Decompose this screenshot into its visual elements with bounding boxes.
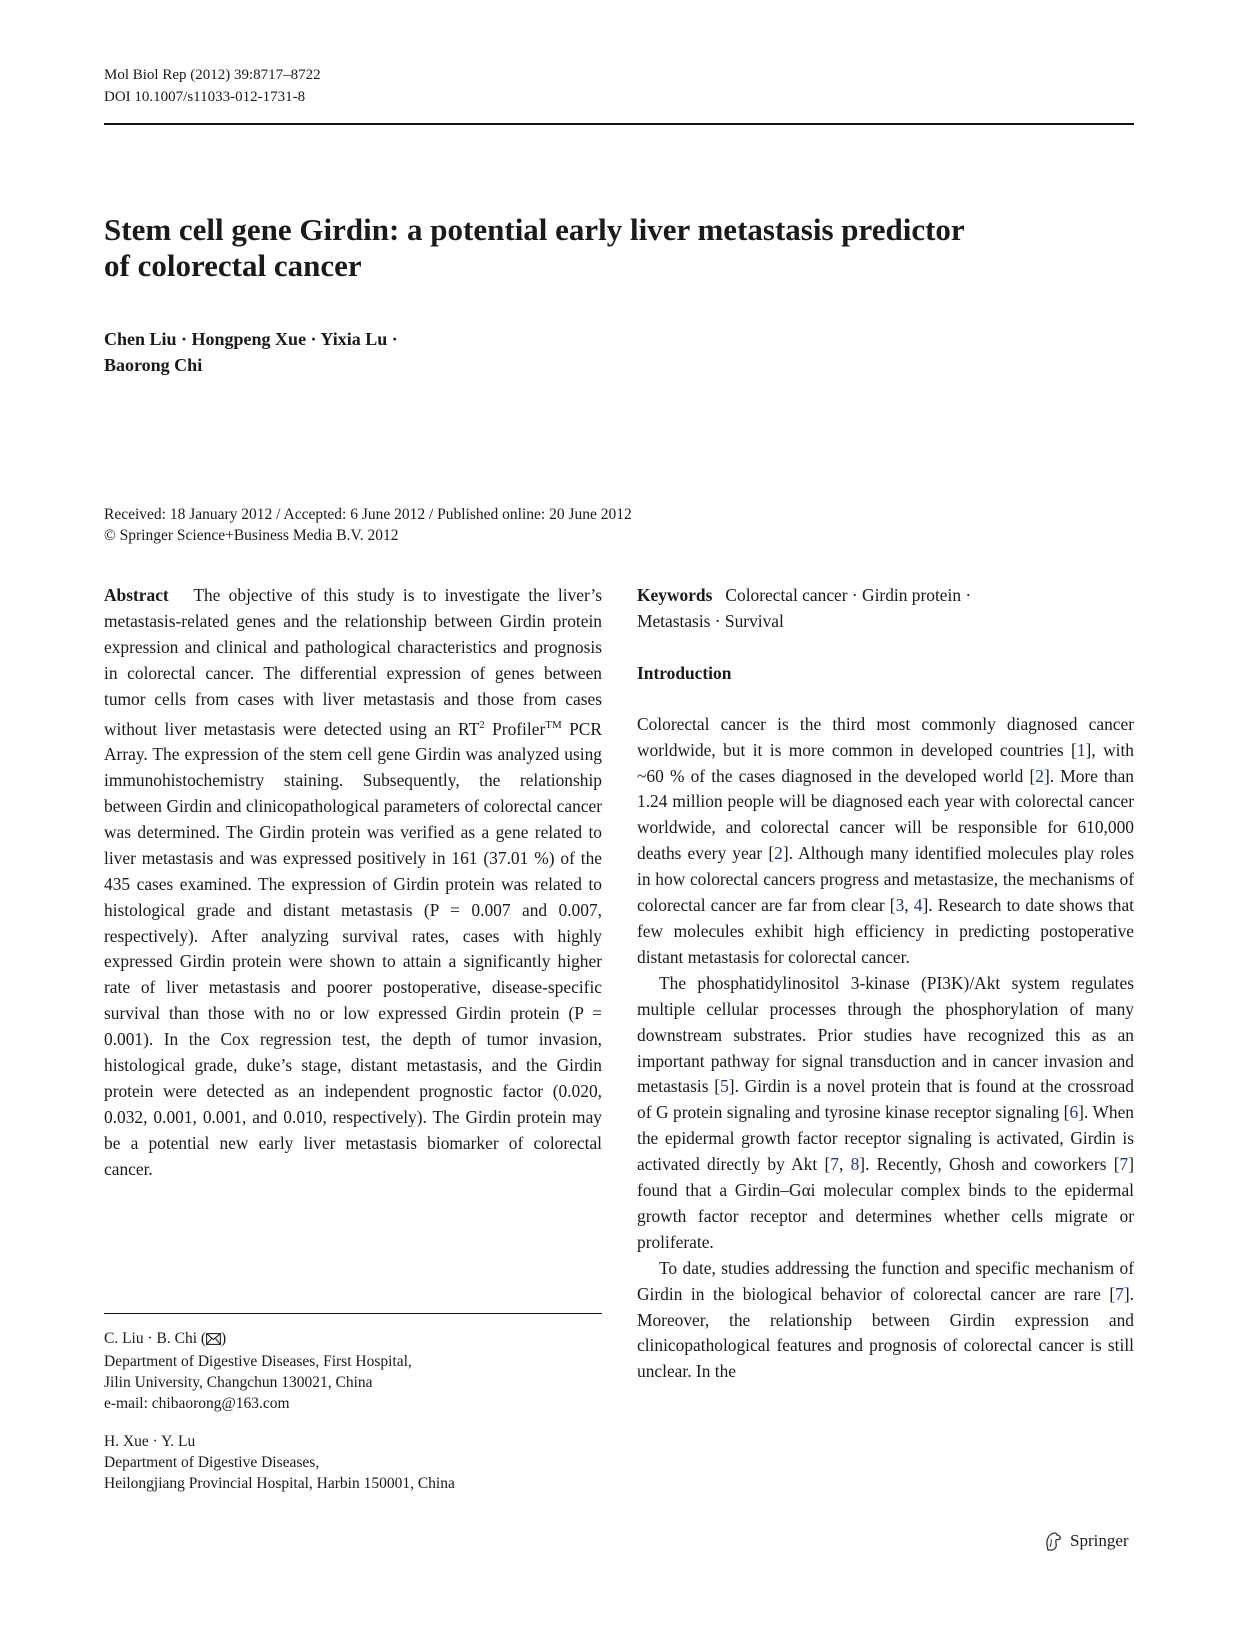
citation-link[interactable]: 4	[913, 895, 923, 916]
abstract-label: Abstract	[104, 585, 169, 605]
copyright: © Springer Science+Business Media B.V. 2012	[104, 527, 399, 544]
paper-title	[104, 212, 1104, 284]
introduction-heading: Introduction	[637, 662, 732, 683]
citation-link[interactable]: 1	[1076, 739, 1086, 760]
author-list	[104, 326, 398, 378]
envelope-icon	[206, 1330, 221, 1351]
citation-link[interactable]: 5	[720, 1076, 729, 1097]
abstract-sup-b: TM	[545, 718, 562, 731]
right-column	[637, 583, 1134, 1385]
affiliation-2-names: H. Xue · Y. Lu	[104, 1433, 196, 1450]
title-line-1: Stem cell gene Girdin: a potential early liver metastasis predictor	[104, 212, 965, 247]
footnote-rule	[104, 1313, 602, 1314]
publisher-name: Springer	[1070, 1531, 1129, 1550]
intro-paragraph-3: To date, studies addressing the function and specific mechanism of Girdin in the biological behavior of colorectal cancer are rare [7]. Moreover, the relationship between Girdin expression and clinicopathological features and prognosis of colorectal cancer is still unclear. In the	[637, 1257, 1134, 1382]
article-history: Received: 18 January 2012 / Accepted: 6 June 2012 / Published online: 20 June 2012	[104, 506, 632, 523]
affiliation-1	[104, 1328, 412, 1414]
publication-dates	[104, 504, 632, 546]
affiliation-1-names: C. Liu · B. Chi ( )	[104, 1328, 412, 1351]
citation-link[interactable]: 2	[1035, 765, 1044, 786]
title-line-2: of colorectal cancer	[104, 248, 362, 283]
journal-header	[104, 64, 321, 108]
affiliation-2-address: Heilongjiang Provincial Hospital, Harbin 150001, China	[104, 1475, 455, 1492]
citation-link[interactable]: 8	[850, 1154, 860, 1175]
keywords-label: Keywords	[637, 585, 713, 605]
citation-link[interactable]: 7	[1115, 1283, 1124, 1304]
affiliation-1-email[interactable]: e-mail: chibaorong@163.com	[104, 1395, 290, 1412]
affiliation-2	[104, 1431, 455, 1494]
abstract-text-a: The objective of this study is to investigate the liver’s metastasis-related genes and the relationship between Girdin protein expression and clinical and pathological characteristics and prognosis in colorectal cancer. The differential expression of genes between tumor cells from cases with liver metastasis and those from cases without liver metastasis were detected using an RT	[104, 585, 602, 739]
intro-paragraph-1: Colorectal cancer is the third most commonly diagnosed cancer worldwide, but it is more common in developed countries [1], with ~60 % of the cases diagnosed in the developed world [2]. More than 1.24 million people will be diagnosed each year with colorectal cancer worldwide, and colorectal cancer will be responsible for 610,000 deaths every year [2]. Although many identified molecules play roles in how colorectal cancers progress and metastasize, the mechanisms of colorectal cancer are far from clear [3, 4]. Research to date shows that few molecules exhibit high efficiency in predicting postoperative distant metastasis for colorectal cancer.	[637, 713, 1134, 967]
doi: DOI 10.1007/s11033-012-1731-8	[104, 89, 306, 105]
affiliation-1-dept: Department of Digestive Diseases, First Hospital,	[104, 1353, 412, 1370]
header-rule	[104, 123, 1134, 125]
citation-link[interactable]: 7	[830, 1154, 839, 1175]
abstract-sup-a: 2	[479, 718, 485, 731]
journal-citation: Mol Biol Rep (2012) 39:8717–8722	[104, 67, 321, 83]
citation-link[interactable]: 3	[895, 895, 905, 916]
authors-line-2: Baorong Chi	[104, 355, 203, 375]
publisher-logo	[1042, 1530, 1129, 1552]
springer-horse-icon	[1042, 1530, 1064, 1552]
abstract-text-b: Profiler	[484, 718, 546, 739]
citation-link[interactable]: 2	[774, 843, 783, 864]
keywords	[637, 583, 1134, 635]
affiliation-1-address: Jilin University, Changchun 130021, China	[104, 1374, 373, 1391]
citation-link[interactable]: 7	[1119, 1154, 1129, 1175]
abstract-text-c: PCR Array. The expression of the stem cell gene Girdin was analyzed using immunohistochemistry staining. Subsequently, the relationship between Girdin and clinicopathological parameters of colorectal cancer was determined. The Girdin protein was verified as a gene related to liver metastasis and was expressed positively in 161 (37.01 %) of the 435 cases examined. The expression of Girdin protein was related to histological grade and distant metastasis (P = 0.007 and 0.007, respectively). After analyzing survival rates, cases with highly expressed Girdin protein were shown to attain a significantly higher rate of liver metastasis and poorer postoperative, disease-specific survival than those with no or low expressed Girdin protein (P = 0.001). In the Cox regression test, the depth of tumor invasion, histological grade, duke’s stage, distant metastasis, and the Girdin protein were detected as an independent prognostic factor (0.020, 0.032, 0.001, 0.001, and 0.010, respectively). The Girdin protein may be a potential new early liver metastasis biomarker of colorectal cancer.	[104, 718, 602, 1179]
keywords-line-2: Metastasis · Survival	[637, 610, 784, 631]
abstract-section	[104, 583, 602, 1183]
affiliation-2-dept: Department of Digestive Diseases,	[104, 1454, 320, 1471]
abstract-text	[104, 583, 602, 1183]
keywords-line-1: Colorectal cancer · Girdin protein ·	[725, 585, 972, 605]
authors-line-1: Chen Liu · Hongpeng Xue · Yixia Lu ·	[104, 329, 398, 349]
intro-paragraph-2: The phosphatidylinositol 3-kinase (PI3K)/Akt system regulates multiple cellular processes through the phosphorylation of many downstream substrates. Prior studies have recognized this as an important pathway for signal transduction and in cancer invasion and metastasis [5]. Girdin is a novel protein that is found at the crossroad of G protein signaling and tyrosine kinase receptor signaling [6]. When the epidermal growth factor receptor signaling is activated, Girdin is activated directly by Akt [7, 8]. Recently, Ghosh and coworkers [7] found that a Girdin–Gαi molecular complex binds to the epidermal growth factor receptor and determines whether cells migrate or proliferate.	[637, 972, 1135, 1252]
citation-link[interactable]: 6	[1069, 1102, 1079, 1123]
